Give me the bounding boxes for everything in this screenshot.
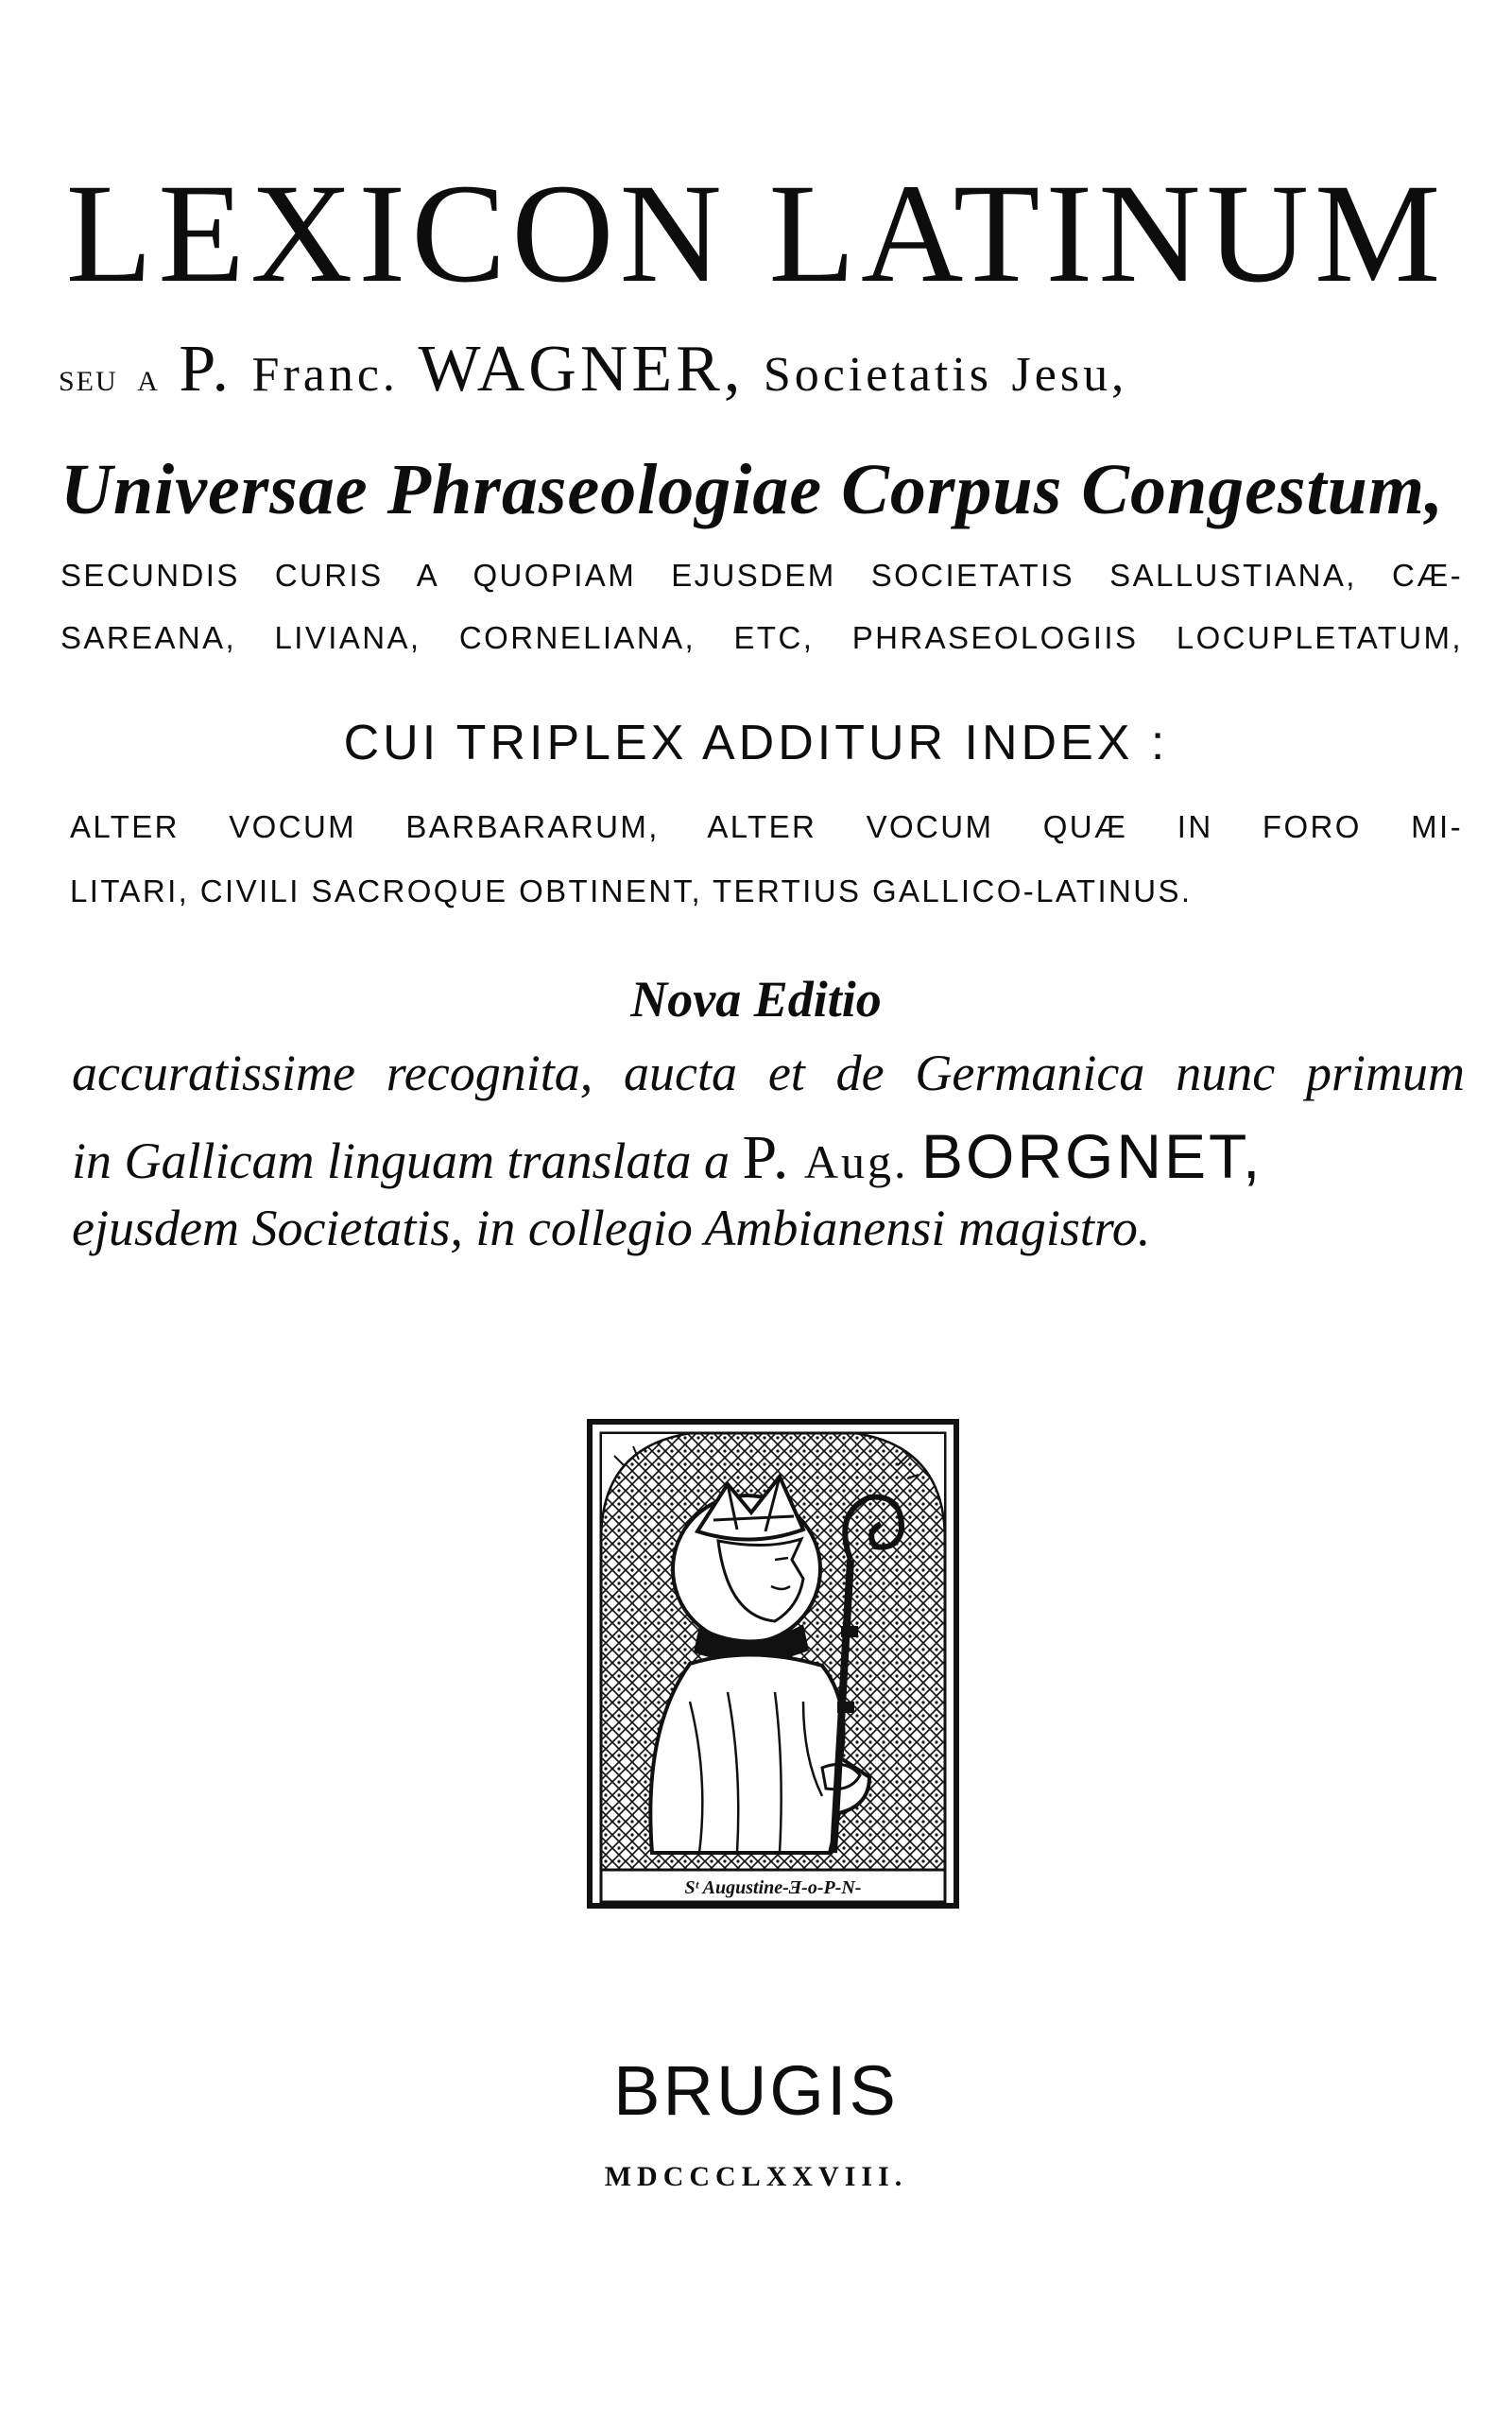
jesu-word: Jesu, — [1011, 348, 1128, 402]
index-line-2: LITARI, CIVILI SACROQUE OBTINENT, TERTIUS GALLICO-LATINUS. — [70, 873, 1193, 908]
secundis-line-1: SECUNDIS CURIS A QUOPIAM EJUSDEM SOCIETATIS SALLUSTIANA, CÆ- — [60, 558, 1463, 593]
author-franc: Franc. — [251, 348, 399, 402]
translator-initial: P. — [742, 1123, 792, 1192]
societatis-word: Societatis — [763, 348, 993, 402]
imprint-place: BRUGIS — [613, 2051, 899, 2130]
gothic-subtitle: Universae Phraseologiae Corpus Congestum, — [60, 450, 1445, 529]
saint-woodcut-illustration — [586, 1418, 960, 1910]
author-initial: P. — [179, 333, 233, 406]
seu-word: SEU — [59, 366, 118, 397]
book-title: LEXICON LATINUM — [65, 155, 1447, 312]
author-surname: WAGNER, — [418, 333, 745, 406]
a-word: A — [137, 366, 160, 397]
imprint-year: MDCCCLXXVIII. — [604, 2161, 908, 2192]
author-line — [59, 333, 1457, 406]
woodcut-caption: Sᵗ Augustine-Ǝ-o-P-N- — [684, 1877, 862, 1898]
secundis-line-2: SAREANA, LIVIANA, CORNELIANA, ETC, PHRASEOLOGIIS LOCUPLETATUM, — [60, 620, 1463, 655]
index-line-1: ALTER VOCUM BARBARARUM, ALTER VOCUM QUÆ IN FORO MI- — [70, 809, 1463, 844]
index-heading: CUI TRIPLEX ADDITUR INDEX : — [343, 716, 1169, 770]
edition-line-2 — [72, 1121, 1465, 1192]
edition-line-2-start: in Gallicam linguam translata a — [72, 1132, 730, 1189]
nova-editio-heading: Nova Editio — [630, 971, 882, 1028]
translator-name: BORGNET, — [921, 1121, 1263, 1191]
edition-line-1: accuratissime recognita, aucta et de Germanica nunc primum — [72, 1045, 1465, 1101]
translator-aug: Aug. — [803, 1135, 909, 1188]
edition-line-3: ejusdem Societatis, in collegio Ambianensi magistro. — [72, 1200, 1151, 1256]
